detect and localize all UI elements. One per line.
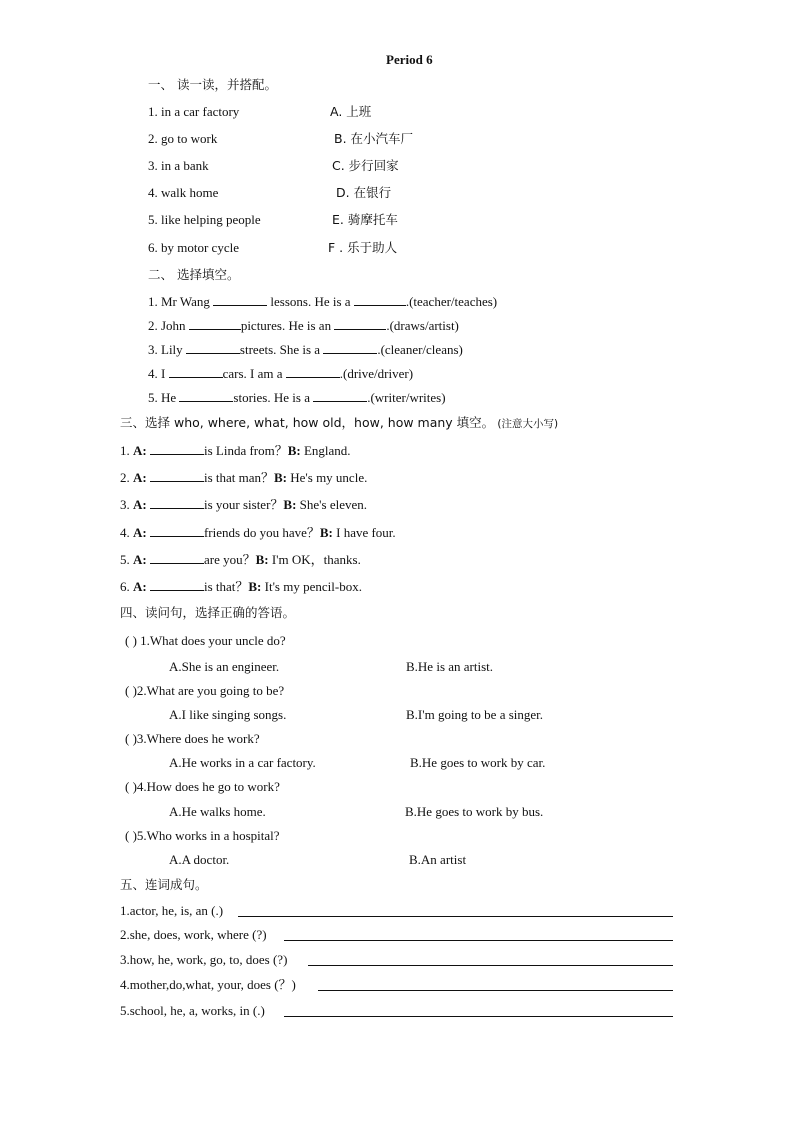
s5-item: 3.how, he, work, go, to, does (?) bbox=[120, 952, 288, 967]
s4-option-b: B.He goes to work by car. bbox=[410, 755, 546, 770]
section-3-heading-text: 三、选择 who, where, what, how old，how, how many 填空。 bbox=[120, 415, 495, 430]
s1-left-item: 1. in a car factory bbox=[148, 104, 240, 119]
page-title: Period 6 bbox=[386, 52, 433, 67]
s2-item bbox=[148, 365, 413, 382]
answer-blank[interactable] bbox=[150, 578, 204, 591]
answer-blank[interactable] bbox=[189, 317, 241, 330]
s3-item bbox=[120, 442, 351, 459]
s3-item bbox=[120, 551, 361, 568]
item-number: 4. bbox=[120, 525, 130, 540]
s1-left-item: 2. go to work bbox=[148, 131, 218, 146]
s4-option-b: B.He is an artist. bbox=[406, 659, 494, 674]
answer-blank[interactable] bbox=[334, 317, 386, 330]
s1-right-item: C. 步行回家 bbox=[332, 158, 399, 173]
section-3-note: (注意大小写) bbox=[497, 418, 559, 430]
answer-blank[interactable] bbox=[150, 551, 204, 564]
s4-option-b: B.An artist bbox=[409, 852, 467, 867]
answer-text: I have four. bbox=[336, 525, 396, 540]
item-number: 6. bbox=[120, 579, 130, 594]
answer-text: She's eleven. bbox=[299, 497, 367, 512]
s4-question: ( )4.How does he go to work? bbox=[125, 779, 280, 794]
s2-item-hint: .(drive/driver) bbox=[339, 366, 414, 381]
s1-left-item: 6. by motor cycle bbox=[148, 240, 239, 255]
item-number: 5. bbox=[120, 552, 130, 567]
s3-item bbox=[120, 469, 367, 486]
s1-right-item: B. 在小汽车厂 bbox=[334, 131, 414, 146]
speaker-b-label: B: bbox=[274, 470, 288, 485]
answer-blank[interactable] bbox=[150, 469, 204, 482]
question-text: are you？ bbox=[203, 552, 256, 567]
answer-line[interactable] bbox=[318, 990, 673, 991]
s5-item: 4.mother,do,what, your, does (？) bbox=[120, 977, 296, 992]
s2-item bbox=[148, 341, 463, 358]
answer-text: I'm OK，thanks. bbox=[271, 552, 361, 567]
s1-right-item: D. 在银行 bbox=[336, 185, 392, 200]
s4-option-a: A.A doctor. bbox=[169, 852, 230, 867]
question-text: is that？ bbox=[203, 579, 249, 594]
speaker-b-label: B: bbox=[255, 552, 269, 567]
answer-blank[interactable] bbox=[213, 293, 267, 306]
s4-question: ( )3.Where does he work? bbox=[125, 731, 260, 746]
speaker-b-label: B: bbox=[287, 443, 301, 458]
s2-item-mid: pictures. He is an bbox=[240, 318, 332, 333]
speaker-b-label: B: bbox=[319, 525, 333, 540]
s1-right-item: E. 骑摩托车 bbox=[332, 212, 398, 227]
s4-question: ( )2.What are you going to be? bbox=[125, 683, 285, 698]
s5-item: 2.she, does, work, where (?) bbox=[120, 927, 267, 942]
question-text: is Linda from？ bbox=[203, 443, 288, 458]
s2-item-mid: cars. I am a bbox=[222, 366, 283, 381]
s2-item bbox=[148, 389, 446, 406]
s2-item-mid: lessons. He is a bbox=[270, 294, 351, 309]
speaker-a-label: A: bbox=[133, 470, 147, 485]
s2-item-start: 1. Mr Wang bbox=[148, 294, 210, 309]
question-text: friends do you have？ bbox=[203, 525, 320, 540]
s2-item-hint: .(cleaner/cleans) bbox=[377, 342, 463, 357]
answer-text: It's my pencil-box. bbox=[264, 579, 362, 594]
s4-question: ( )5.Who works in a hospital? bbox=[125, 828, 280, 843]
s1-right-item: F . 乐于助人 bbox=[328, 240, 398, 255]
answer-blank[interactable] bbox=[323, 341, 377, 354]
answer-blank[interactable] bbox=[286, 365, 340, 378]
s2-item-start: 3. Lily bbox=[148, 342, 183, 357]
item-number: 2. bbox=[120, 470, 130, 485]
section-3-heading bbox=[120, 415, 558, 432]
s4-option-b: B.He goes to work by bus. bbox=[405, 804, 544, 819]
s2-item-mid: stories. He is a bbox=[233, 390, 310, 405]
answer-text: England. bbox=[303, 443, 351, 458]
item-number: 3. bbox=[120, 497, 130, 512]
s5-item: 5.school, he, a, works, in (.) bbox=[120, 1003, 265, 1018]
answer-line[interactable] bbox=[284, 940, 673, 941]
answer-blank[interactable] bbox=[150, 496, 204, 509]
question-text: is your sister？ bbox=[203, 497, 284, 512]
s2-item bbox=[148, 317, 459, 334]
s2-item-hint: .(teacher/teaches) bbox=[405, 294, 498, 309]
speaker-a-label: A: bbox=[133, 443, 147, 458]
s4-option-a: A.I like singing songs. bbox=[169, 707, 287, 722]
s2-item-start: 4. I bbox=[148, 366, 166, 381]
s2-item-hint: .(draws/artist) bbox=[386, 318, 459, 333]
answer-text: He's my uncle. bbox=[290, 470, 368, 485]
section-2-heading: 二、 选择填空。 bbox=[148, 267, 240, 282]
answer-blank[interactable] bbox=[150, 442, 204, 455]
answer-blank[interactable] bbox=[186, 341, 240, 354]
s1-left-item: 5. like helping people bbox=[148, 212, 261, 227]
s4-option-a: A.He walks home. bbox=[169, 804, 266, 819]
s2-item-hint: .(writer/writes) bbox=[367, 390, 446, 405]
answer-line[interactable] bbox=[308, 965, 673, 966]
speaker-a-label: A: bbox=[133, 497, 147, 512]
s3-item bbox=[120, 496, 367, 513]
s4-question: ( ) 1.What does your uncle do? bbox=[125, 633, 286, 648]
s4-option-b: B.I'm going to be a singer. bbox=[406, 707, 544, 722]
s2-item-start: 2. John bbox=[148, 318, 186, 333]
s2-item bbox=[148, 293, 497, 310]
answer-blank[interactable] bbox=[354, 293, 406, 306]
s3-item bbox=[120, 578, 362, 595]
question-text: is that man？ bbox=[203, 470, 275, 485]
speaker-b-label: B: bbox=[283, 497, 297, 512]
speaker-a-label: A: bbox=[133, 552, 147, 567]
s1-left-item: 3. in a bank bbox=[148, 158, 209, 173]
answer-line[interactable] bbox=[238, 916, 673, 917]
answer-blank[interactable] bbox=[313, 389, 367, 402]
answer-blank[interactable] bbox=[179, 389, 233, 402]
section-5-heading: 五、连词成句。 bbox=[120, 877, 208, 892]
s2-item-start: 5. He bbox=[148, 390, 177, 405]
s4-option-a: A.She is an engineer. bbox=[169, 659, 280, 674]
answer-blank[interactable] bbox=[169, 365, 223, 378]
speaker-b-label: B: bbox=[248, 579, 262, 594]
section-1-heading: 一、 读一读，并搭配。 bbox=[148, 77, 277, 92]
section-4-heading: 四、读问句，选择正确的答语。 bbox=[120, 605, 296, 620]
speaker-a-label: A: bbox=[133, 579, 147, 594]
answer-blank[interactable] bbox=[150, 524, 204, 537]
speaker-a-label: A: bbox=[133, 525, 147, 540]
s1-right-item: A. 上班 bbox=[330, 104, 372, 119]
s1-left-item: 4. walk home bbox=[148, 185, 219, 200]
s2-item-mid: streets. She is a bbox=[239, 342, 321, 357]
item-number: 1. bbox=[120, 443, 130, 458]
s4-option-a: A.He works in a car factory. bbox=[169, 755, 316, 770]
s5-item: 1.actor, he, is, an (.) bbox=[120, 903, 224, 918]
answer-line[interactable] bbox=[284, 1016, 673, 1017]
s3-item bbox=[120, 524, 396, 541]
